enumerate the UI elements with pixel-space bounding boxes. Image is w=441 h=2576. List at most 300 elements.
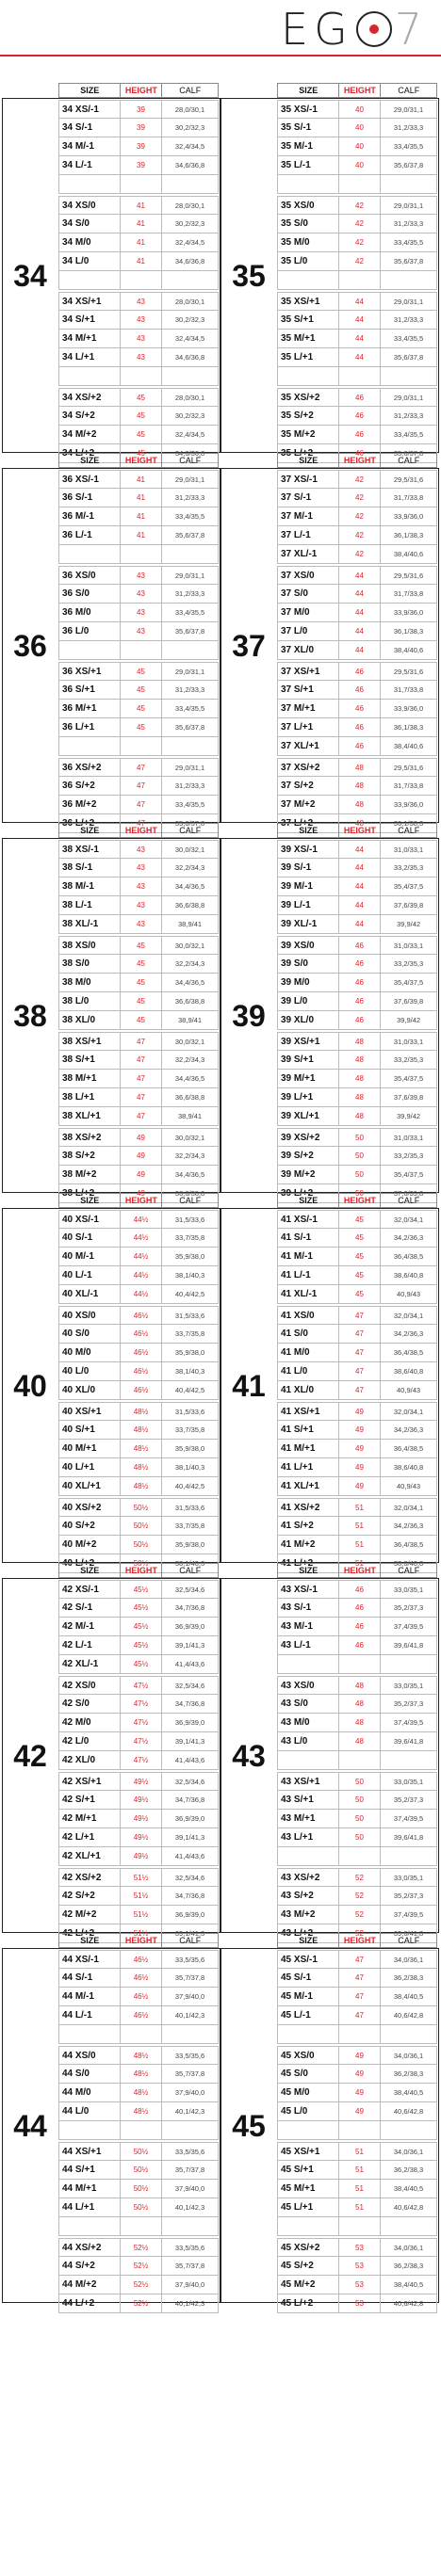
cell-size [59, 641, 121, 659]
cell-height: 49 [121, 1184, 162, 1202]
header-calf: CALF [179, 1566, 202, 1575]
cell-size: 34 L/-1 [59, 156, 121, 174]
cell-height [339, 1655, 381, 1673]
cell-calf: 33,0/35,1 [393, 1585, 424, 1594]
table-row [58, 877, 219, 896]
table-row [277, 1636, 437, 1655]
cell-calf: 33,0/35,1 [393, 1681, 424, 1690]
cell-calf: 34,0/36,1 [393, 2243, 424, 2252]
cell-size: 37 XS/+2 [278, 759, 339, 776]
cell-size: 44 M/0 [59, 2084, 121, 2101]
cell-size: 40 S/+1 [59, 1421, 121, 1439]
cell-calf [381, 1847, 436, 1865]
table-row [58, 1147, 219, 1166]
table-row [58, 1402, 219, 1421]
cell-size: 35 XS/+2 [278, 389, 339, 406]
cell-height: 45 [121, 974, 162, 991]
cell-calf: 39,9/42 [397, 1112, 421, 1120]
cell-size [59, 545, 121, 563]
cell-size: 40 M/+2 [59, 1536, 121, 1554]
table-row [277, 1868, 437, 1887]
cell-height: 51 [339, 1554, 381, 1572]
table-row [277, 215, 437, 233]
cell-calf: 32,0/34,1 [393, 1215, 424, 1224]
cell-size: 34 M/+1 [59, 330, 121, 347]
cell-calf: 38,4/40,5 [393, 2184, 424, 2193]
cell-height: 53 [339, 2294, 381, 2312]
cell-height: 43 [121, 859, 162, 877]
cell-size: 38 L/0 [59, 992, 121, 1010]
table-row [58, 388, 219, 407]
table-row [277, 936, 437, 955]
cell-height: 47 [339, 1969, 381, 1987]
cell-height: 43 [121, 915, 162, 933]
cell-height: 46½ [121, 1307, 162, 1324]
cell-height: 47 [339, 2006, 381, 2024]
cell-calf: 33,9/36,0 [393, 704, 424, 713]
cell-size: 42 S/+1 [59, 1791, 121, 1809]
cell-size: 43 S/0 [278, 1695, 339, 1713]
table-row [58, 1950, 219, 1969]
cell-size: 41 S/+2 [278, 1517, 339, 1535]
cell-height [339, 1847, 381, 1865]
cell-size: 36 M/+1 [59, 700, 121, 717]
cell-height: 52 [339, 1924, 381, 1942]
cell-size: 44 L/0 [59, 2102, 121, 2120]
cell-height: 44 [339, 330, 381, 347]
cell-calf: 38,4/40,5 [393, 1992, 424, 2001]
table-row [58, 992, 219, 1011]
cell-size: 37 M/0 [278, 604, 339, 621]
table-row [58, 1969, 219, 1988]
cell-height: 45 [339, 1266, 381, 1284]
cell-size: 39 S/+1 [278, 1051, 339, 1069]
header-size: SIZE [278, 84, 339, 97]
cell-calf: 32,2/34,3 [174, 959, 205, 968]
cell-height: 46 [339, 700, 381, 717]
table-header [277, 453, 437, 468]
cell-size: 38 S/-1 [59, 859, 121, 877]
cell-height: 50 [339, 1184, 381, 1202]
cell-height: 44 [339, 915, 381, 933]
cell-height: 52 [339, 1906, 381, 1924]
cell-height: 49½ [121, 1810, 162, 1827]
cell-height: 50½ [121, 2143, 162, 2160]
cell-height: 46½ [121, 1969, 162, 1987]
table-row [277, 1791, 437, 1810]
cell-size: 34 S/+1 [59, 311, 121, 329]
cell-height [339, 367, 381, 385]
cell-calf: 36,4/38,5 [393, 1252, 424, 1261]
cell-height: 45 [121, 937, 162, 954]
cell-calf: 34,4/36,5 [174, 1074, 205, 1083]
cell-height: 48 [339, 1732, 381, 1750]
table-row [58, 330, 219, 348]
cell-height: 39 [121, 101, 162, 118]
table-row [277, 1906, 437, 1924]
cell-calf: 35,6/37,8 [174, 819, 205, 828]
cell-calf: 31,0/33,1 [393, 1037, 424, 1046]
table-row [277, 175, 437, 194]
table-row [58, 426, 219, 444]
table-row [58, 137, 219, 156]
cell-height: 44 [339, 641, 381, 659]
cell-size: 45 S/+1 [278, 2161, 339, 2179]
header-height: HEIGHT [339, 1194, 381, 1207]
logo-o-icon [356, 11, 392, 47]
cell-size: 41 M/0 [278, 1344, 339, 1361]
table-row [58, 100, 219, 119]
cell-height: 49 [339, 1440, 381, 1457]
cell-height: 52 [339, 1869, 381, 1886]
cell-height: 47 [121, 814, 162, 832]
cell-calf: 32,5/34,6 [174, 1585, 205, 1594]
cell-size: 38 S/+1 [59, 1051, 121, 1069]
cell-size: 44 L/+1 [59, 2198, 121, 2216]
cell-height: 40 [339, 119, 381, 137]
cell-height: 52½ [121, 2257, 162, 2275]
table-row [58, 119, 219, 137]
table-row [277, 1950, 437, 1969]
cell-calf: 31,2/33,3 [174, 685, 205, 694]
cell-height: 45½ [121, 1655, 162, 1673]
cell-calf: 37,9/40,0 [174, 1992, 205, 2001]
table-row [58, 681, 219, 700]
cell-height: 46½ [121, 2006, 162, 2024]
cell-calf: 29,5/31,6 [393, 571, 424, 580]
cell-size: 41 S/0 [278, 1325, 339, 1343]
table-row [277, 859, 437, 877]
cell-size: 41 XS/+2 [278, 1499, 339, 1516]
cell-calf [381, 175, 436, 193]
cell-calf: 35,9/38,0 [174, 1540, 205, 1549]
cell-calf: 35,9/38,0 [174, 1348, 205, 1357]
cell-calf: 35,7/37,8 [174, 1973, 205, 1982]
cell-height [339, 2217, 381, 2235]
header-size: SIZE [59, 1564, 121, 1577]
cell-calf: 29,0/31,1 [393, 297, 424, 306]
cell-height: 45½ [121, 1636, 162, 1654]
cell-height [121, 271, 162, 289]
cell-calf [162, 737, 218, 755]
size-panel-39 [220, 826, 439, 1199]
cell-calf: 31,0/33,1 [393, 845, 424, 854]
cell-calf: 38,9/41 [178, 920, 203, 928]
cell-height [121, 2217, 162, 2235]
cell-size: 45 S/+2 [278, 2257, 339, 2275]
cell-height: 40 [339, 156, 381, 174]
cell-height: 47½ [121, 1677, 162, 1694]
table-row [277, 137, 437, 156]
cell-size: 44 L/-1 [59, 2006, 121, 2024]
table-row [58, 292, 219, 311]
table-row [58, 777, 219, 796]
cell-calf: 39,1/41,3 [174, 1929, 205, 1938]
cell-calf: 37,6/39,8 [393, 997, 424, 1006]
table-header [58, 453, 219, 468]
cell-size: 37 L/0 [278, 622, 339, 640]
cell-height: 47 [121, 1033, 162, 1050]
cell-size: 34 XS/+1 [59, 293, 121, 310]
table-row [58, 758, 219, 777]
cell-height: 52 [339, 1887, 381, 1905]
cell-calf [381, 1655, 436, 1673]
cell-size: 40 S/0 [59, 1325, 121, 1343]
table-row [58, 1128, 219, 1147]
table-header [58, 83, 219, 98]
header-size: SIZE [59, 84, 121, 97]
table-row [277, 604, 437, 622]
cell-size [278, 1751, 339, 1769]
cell-calf: 33,5/35,6 [174, 1955, 205, 1964]
table-row [58, 2238, 219, 2257]
size-number: 44 [13, 2108, 47, 2143]
cell-size: 37 M/+2 [278, 796, 339, 813]
cell-height: 52½ [121, 2276, 162, 2294]
cell-calf: 35,6/37,8 [174, 531, 205, 539]
cell-size: 39 XS/+2 [278, 1129, 339, 1146]
table-header [277, 1933, 437, 1948]
cell-size: 42 L/0 [59, 1732, 121, 1750]
cell-size: 40 L/+1 [59, 1458, 121, 1476]
table-row [58, 1847, 219, 1866]
cell-height: 45 [339, 1285, 381, 1303]
table-row [58, 2294, 219, 2313]
cell-size: 44 XS/+1 [59, 2143, 121, 2160]
cell-size: 39 XS/0 [278, 937, 339, 954]
cell-size: 37 S/-1 [278, 489, 339, 507]
cell-calf: 31,2/33,3 [174, 781, 205, 790]
cell-size: 34 L/+1 [59, 348, 121, 366]
cell-size: 45 S/0 [278, 2065, 339, 2083]
cell-calf: 33,9/36,0 [393, 512, 424, 521]
table-row [58, 175, 219, 194]
cell-size: 35 XS/+1 [278, 293, 339, 310]
cell-size: 36 S/+2 [59, 777, 121, 795]
cell-size: 37 XL/+1 [278, 737, 339, 755]
cell-size: 36 M/0 [59, 604, 121, 621]
cell-calf: 31,7/33,8 [393, 589, 424, 598]
table-header [58, 823, 219, 838]
cell-size: 36 M/+2 [59, 796, 121, 813]
cell-height: 44½ [121, 1266, 162, 1284]
table-header [58, 1563, 219, 1578]
size-panel-41 [220, 1196, 439, 1569]
table-row [58, 1536, 219, 1554]
size-number: 38 [13, 998, 47, 1033]
cell-height: 47½ [121, 1751, 162, 1769]
table-row [58, 1828, 219, 1847]
cell-calf: 38,1/40,3 [174, 1463, 205, 1472]
cell-height: 46 [339, 974, 381, 991]
cell-size: 43 S/+2 [278, 1887, 339, 1905]
cell-size [59, 175, 121, 193]
table-row [277, 388, 437, 407]
table-row [277, 1969, 437, 1988]
table-row [277, 1266, 437, 1285]
cell-height: 44 [339, 896, 381, 914]
table-header [277, 83, 437, 98]
cell-calf: 33,9/36,0 [393, 608, 424, 617]
cell-height: 44 [339, 293, 381, 310]
cell-height: 49 [121, 1129, 162, 1146]
header-calf: CALF [179, 456, 202, 465]
header-height: HEIGHT [339, 1934, 381, 1947]
cell-size: 40 L/0 [59, 1362, 121, 1380]
cell-size: 41 XS/+1 [278, 1403, 339, 1420]
table-row [58, 1458, 219, 1477]
table-row [277, 545, 437, 564]
cell-size [278, 1847, 339, 1865]
header-calf: CALF [179, 826, 202, 835]
cell-size: 38 XS/0 [59, 937, 121, 954]
cell-size [278, 2121, 339, 2139]
cell-calf: 38,1/40,3 [174, 1367, 205, 1376]
cell-height: 45 [121, 407, 162, 425]
cell-calf: 39,6/41,8 [393, 1737, 424, 1746]
cell-calf: 35,4/37,5 [393, 978, 424, 987]
cell-height: 46½ [121, 1325, 162, 1343]
table-row [58, 1714, 219, 1732]
table-row [58, 1732, 219, 1751]
table-row [277, 2217, 437, 2236]
table-row [58, 1887, 219, 1906]
cell-height: 46 [339, 718, 381, 736]
cell-size: 39 L/-1 [278, 896, 339, 914]
cell-size: 41 XL/-1 [278, 1285, 339, 1303]
table-row [58, 2006, 219, 2025]
cell-calf: 31,2/33,3 [393, 123, 424, 132]
cell-height: 45½ [121, 1581, 162, 1598]
cell-calf: 35,6/37,8 [174, 723, 205, 732]
cell-calf: 30,0/32,1 [174, 845, 205, 854]
cell-size: 34 M/-1 [59, 137, 121, 155]
cell-height: 49 [121, 1166, 162, 1183]
cell-calf: 38,4/40,5 [393, 2088, 424, 2097]
cell-size: 40 XL/-1 [59, 1285, 121, 1303]
cell-height: 46 [339, 389, 381, 406]
cell-calf: 36,9/39,0 [174, 1718, 205, 1727]
cell-height: 42 [339, 545, 381, 563]
table-row [58, 348, 219, 367]
cell-size: 42 M/0 [59, 1714, 121, 1731]
cell-height: 45 [339, 1229, 381, 1247]
cell-height: 50½ [121, 1554, 162, 1572]
cell-height: 39 [121, 119, 162, 137]
table-row [277, 1051, 437, 1070]
table-row [58, 662, 219, 681]
cell-calf: 36,6/38,8 [174, 997, 205, 1006]
cell-calf: 33,5/35,6 [174, 2147, 205, 2156]
table-row [58, 1011, 219, 1030]
cell-size: 41 M/+2 [278, 1536, 339, 1554]
header [0, 0, 441, 58]
cell-height: 44 [339, 585, 381, 603]
cell-calf: 40,4/42,5 [174, 1482, 205, 1490]
cell-calf: 40,6/42,8 [393, 2107, 424, 2116]
cell-calf [162, 367, 218, 385]
table-row [58, 1636, 219, 1655]
cell-size: 43 XS/+2 [278, 1869, 339, 1886]
table-row [277, 507, 437, 526]
cell-height: 41 [121, 233, 162, 251]
cell-size: 41 XL/+1 [278, 1477, 339, 1495]
cell-height: 47 [339, 1362, 381, 1380]
cell-height: 45 [121, 681, 162, 699]
cell-height [121, 641, 162, 659]
cell-calf: 33,7/35,8 [174, 1233, 205, 1242]
cell-height: 51½ [121, 1887, 162, 1905]
cell-calf: 35,6/37,8 [393, 449, 424, 458]
table-row [58, 1107, 219, 1126]
cell-height: 50 [339, 1791, 381, 1809]
cell-calf [381, 2121, 436, 2139]
table-row [277, 252, 437, 271]
cell-size: 38 XL/0 [59, 1011, 121, 1029]
cell-calf: 33,2/35,3 [393, 1055, 424, 1064]
cell-height: 50½ [121, 1536, 162, 1554]
cell-calf: 35,7/37,8 [174, 2165, 205, 2174]
cell-calf: 33,7/35,8 [174, 1521, 205, 1530]
cell-calf [381, 367, 436, 385]
cell-calf: 33,4/35,5 [393, 142, 424, 151]
table-row [58, 718, 219, 737]
table-row [277, 1517, 437, 1536]
cell-calf: 30,2/32,3 [174, 123, 205, 132]
cell-height [339, 2121, 381, 2139]
size-panel-45 [220, 1936, 439, 2309]
table-row [58, 1032, 219, 1051]
table-row [277, 1344, 437, 1362]
cell-calf: 36,4/38,5 [393, 1540, 424, 1549]
table-row [277, 2046, 437, 2065]
cell-height: 45 [121, 700, 162, 717]
table-row [277, 1828, 437, 1847]
cell-calf: 36,6/38,8 [174, 1093, 205, 1102]
cell-height: 48½ [121, 1421, 162, 1439]
table-row [58, 233, 219, 252]
cell-height: 42 [339, 507, 381, 525]
cell-height: 48 [339, 759, 381, 776]
table-row [277, 407, 437, 426]
table-row [58, 2121, 219, 2140]
cell-calf: 31,7/33,8 [393, 493, 424, 502]
table-row [277, 955, 437, 974]
cell-size: 39 L/+1 [278, 1088, 339, 1106]
cell-height: 46 [339, 1618, 381, 1635]
cell-calf: 32,5/34,6 [174, 1681, 205, 1690]
cell-height: 46 [339, 737, 381, 755]
cell-size: 44 XS/+2 [59, 2239, 121, 2256]
cell-height: 48½ [121, 1440, 162, 1457]
table-row [277, 566, 437, 585]
cell-calf: 39,1/41,3 [174, 1737, 205, 1746]
table-row [58, 1810, 219, 1828]
cell-calf: 38,4/40,6 [393, 550, 424, 558]
cell-height: 44 [339, 348, 381, 366]
table-row [277, 1032, 437, 1051]
cell-height: 43 [121, 330, 162, 347]
table-row [58, 215, 219, 233]
table-row [277, 1655, 437, 1674]
table-header [58, 1933, 219, 1948]
header-height: HEIGHT [339, 84, 381, 97]
cell-height: 50 [339, 1147, 381, 1165]
cell-height: 41 [121, 252, 162, 270]
cell-size: 36 S/-1 [59, 489, 121, 507]
cell-size: 38 L/+2 [59, 1184, 121, 1202]
cell-calf [381, 271, 436, 289]
